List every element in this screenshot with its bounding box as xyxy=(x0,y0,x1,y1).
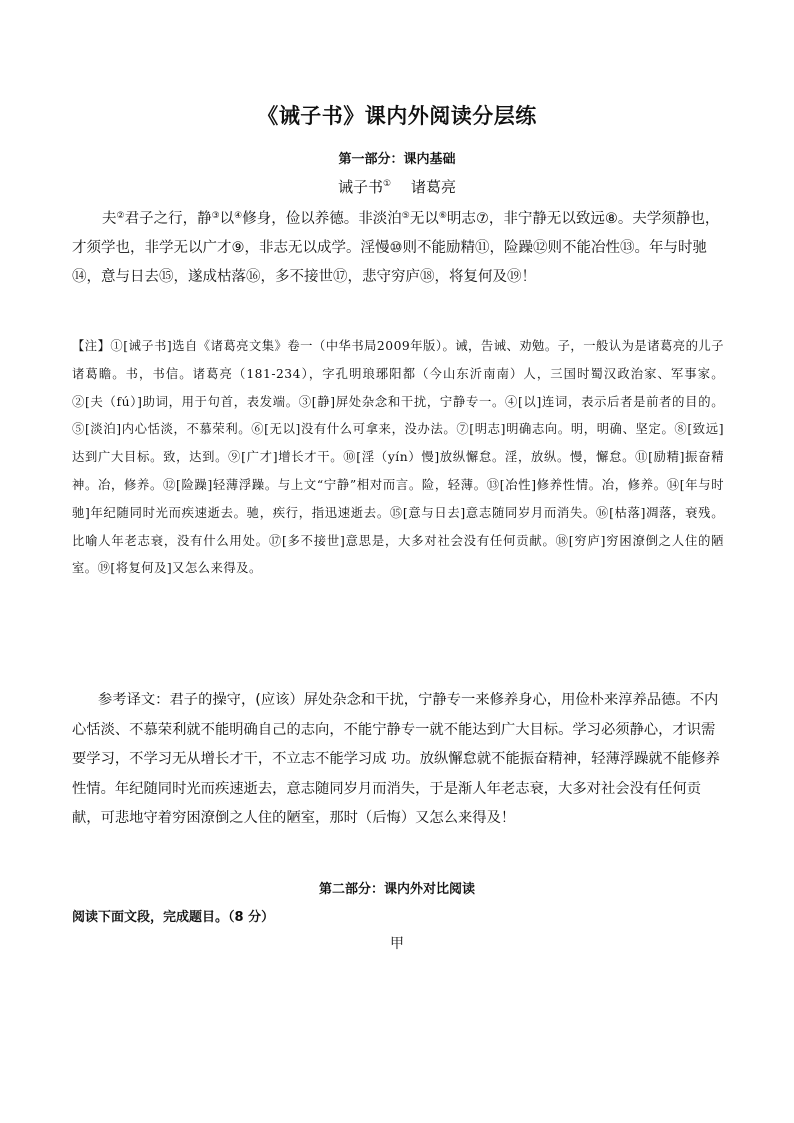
part2-heading: 第二部分：课内外对比阅读 xyxy=(318,882,475,897)
part1-heading: 第一部分：课内基础 xyxy=(338,152,456,167)
annotation-notes: 【注】①[诫子书]选自《诸葛亮文集》卷一（中华书局2009年版）。诫，告诫、劝勉。子，一般认为是诸葛亮的儿子诸葛瞻。书，书信。诸葛亮（181-234），字孔明琅琊阳都（今山东沂南南）人，三国时蜀汉政治家、军事家。②[夫（fú）]助词，用于句首，表发端。③[静]屏处杂念和干扰，宁静专一。④[以]连词，表示后者是前者的目的。⑤[淡泊]内心恬淡，不慕荣利。⑥[无以]没有什么可拿来，没办法。⑦[明志]明确志向。明，明确、坚定。⑧[致远]达到广大目标。致，达到。⑨[广才]增长才干。⑩[淫（yín）慢]放纵懈怠。淫，放纵。慢，懈怠。⑪[励精]振奋精神。冶，修养。⑫[险躁]轻薄浮躁。与上文“宁静”相对而言。险，轻薄。⑬[冶性]修养性情。冶，修养。⑭[年与时驰]年纪随同时光而疾速逝去。驰，疾行，指迅速逝去。⑮[意与日去]意志随同岁月而消失。⑯[枯落]凋落，衰残。比喻人年老志衰，没有什么用处。⑰[多不接世]意思是，大多对社会没有任何贡献。⑱[穷庐]穷困潦倒之人住的陋室。⑲[将复何及]又怎么来得及。 xyxy=(72,339,724,576)
text-subheading xyxy=(0,176,794,197)
reference-translation: 参考译文：君子的操守，(应该）屏处杂念和干扰，宁静专一来修养身心，用俭朴来淳养品德。不内心恬淡、不慕荣利就不能明确自己的志向，不能宁静专一就不能达到广大目标。学习必须静心，才识需要学习，不学习无从增长才干，不立志不能学习成 功。放纵懈怠就不能振奋精神，轻薄浮躁就不能修养性情。年纪随同时光而疾速逝去，意志随同岁月而消失，于是渐人年老志衰，大多对社会没有任何贡献，可悲地守着穷困潦倒之人住的陋室，那时（后悔）又怎么来得及！ xyxy=(72,692,720,826)
main-text: 夫②君子之行，静③以④修身，俭以养德。非淡泊⑤无以⑥明志⑦，非宁静无以致远⑧。夫学须静也，才须学也，非学无以广才⑨，非志无以成学。淫慢⑩则不能励精⑪，险躁⑫则不能冶性⑬。年与时驰⑭，意与日去⑮，遂成枯落⑯，多不接世⑰，悲守穷庐⑱，将复何及⑲！ xyxy=(72,211,720,285)
note-mark: ① xyxy=(382,179,392,189)
passage-label: 甲 xyxy=(390,936,404,952)
page-title: 《诫子书》课内外阅读分层练 xyxy=(257,104,537,128)
question-instruction: 阅读下面文段，完成题目。（8 分） xyxy=(72,910,275,925)
text-author: 诸葛亮 xyxy=(411,178,457,196)
text-title: 诫子书 xyxy=(337,178,383,196)
